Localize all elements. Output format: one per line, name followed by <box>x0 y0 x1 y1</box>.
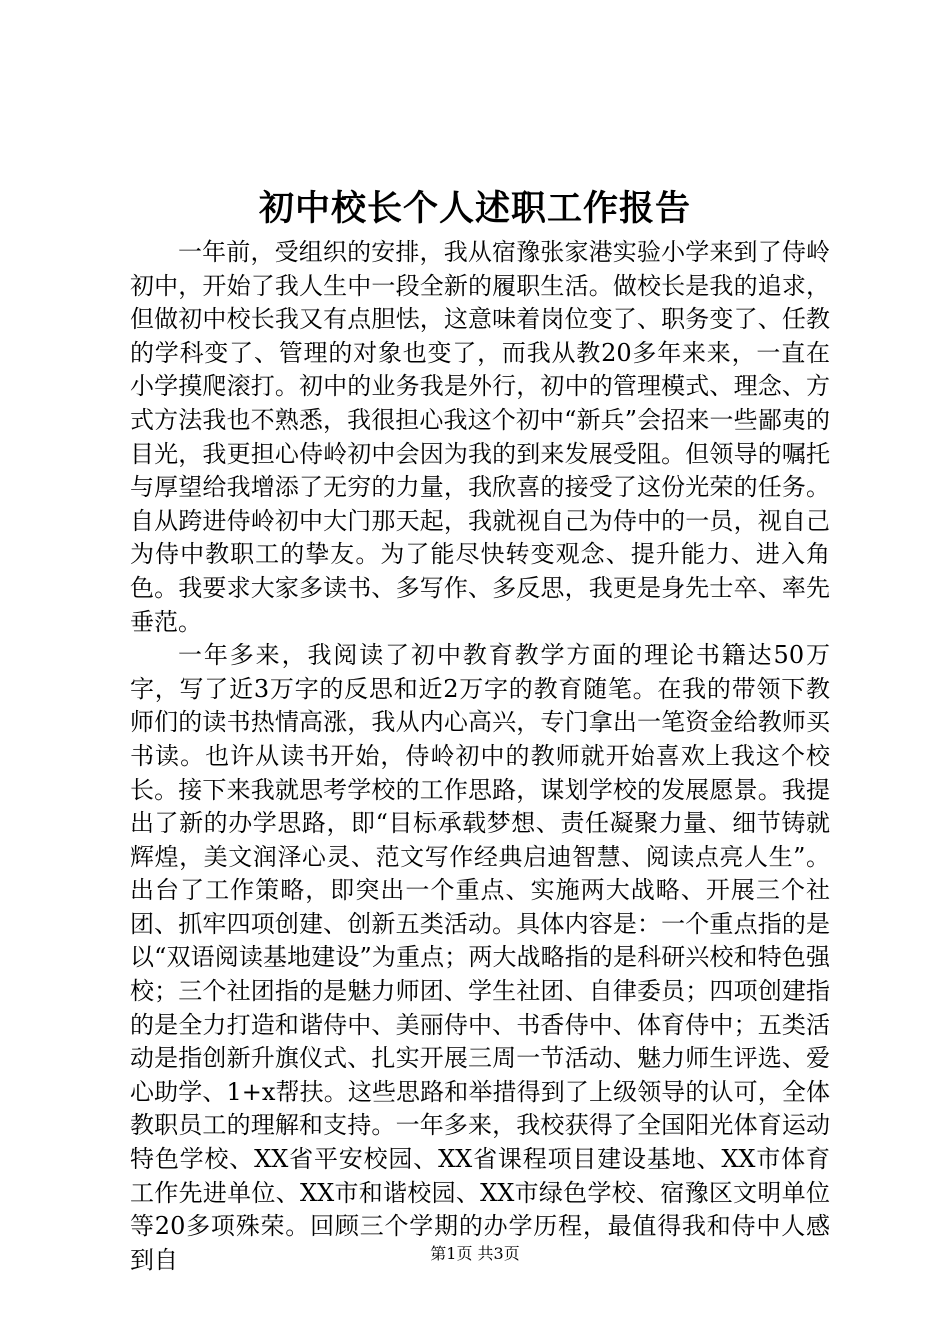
paragraph-1: 一年前，受组织的安排，我从宿豫张家港实验小学来到了侍岭初中，开始了我人生中一段全新的履职生活。做校长是我的追求，但做初中校长我又有点胆怯，这意味着岗位变了、职务变了、任教的学科变了、管理的对象也变了，而我从教20多年来来，一直在小学摸爬滚打。初中的业务我是外行，初中的管理模式、理念、方式方法我也不熟悉，我很担心我这个初中“新兵”会招来一些鄙夷的目光，我更担心侍岭初中会因为我的到来发展受阻。但领导的嘱托与厚望给我增添了无穷的力量，我欣喜的接受了这份光荣的任务。自从跨进侍岭初中大门那天起，我就视自己为侍中的一员，视自己为侍中教职工的挚友。为了能尽快转变观念、提升能力、进入角色。我要求大家多读书、多写作、多反思，我更是身先士卒、率先垂范。 <box>130 238 830 636</box>
document-title: 初中校长个人述职工作报告 <box>258 188 691 229</box>
page-number-footer: 第1页 共3页 <box>430 1244 520 1263</box>
document-body <box>130 236 830 1277</box>
paragraph-2: 一年多来，我阅读了初中教育教学方面的理论书籍达50万字，写了近3万字的反思和近2万字的教育随笔。在我的带领下教师们的读书热情高涨，我从内心高兴，专门拿出一笔资金给教师买书读。也许从读书开始，侍岭初中的教师就开始喜欢上我这个校长。接下来我就思考学校的工作思路，谋划学校的发展愿景。我提出了新的办学思路，即“目标承载梦想、责任凝聚力量、细节铸就辉煌，美文润泽心灵、范文写作经典启迪智慧、阅读点亮人生”。出台了工作策略，即突出一个重点、实施两大战略、开展三个社团、抓牢四项创建、创新五类活动。具体内容是：一个重点指的是以“双语阅读基地建设”为重点；两大战略指的是科研兴校和特色强校；三个社团指的是魅力师团、学生社团、自律委员；四项创建指的是全力打造和谐侍中、美丽侍中、书香侍中、体育侍中；五类活动是指创新升旗仪式、扎实开展三周一节活动、魅力师生评选、爱心助学、1+x帮扶。这些思路和举措得到了上级领导的认可，全体教职员工的理解和支持。一年多来，我校获得了全国阳光体育运动特色学校、XX省平安校园、XX省课程项目建设基地、XX市体育工作先进单位、XX市和谐校园、XX市绿色学校、宿豫区文明单位等20多项殊荣。回顾三个学期的办学历程，最值得我和侍中人感到自 <box>130 641 830 1274</box>
